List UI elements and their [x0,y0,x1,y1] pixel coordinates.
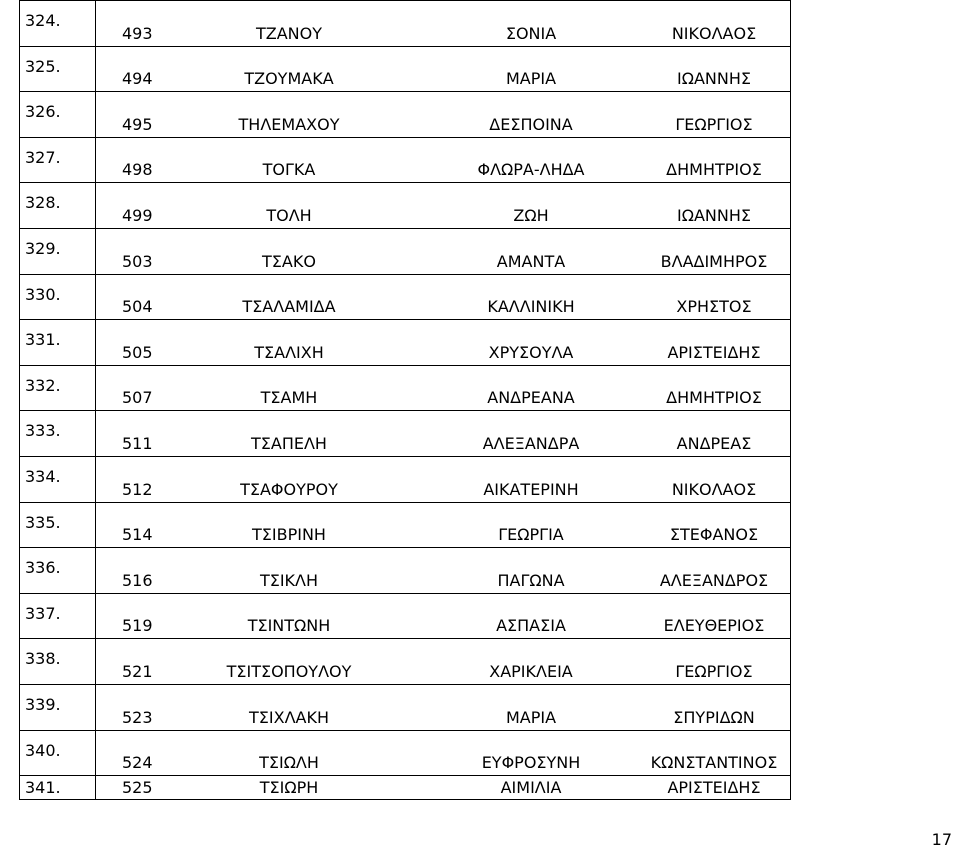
first-name: ΜΑΡΙΑ [505,707,557,727]
father-name: ΣΤΕΦΑΝΟΣ [669,525,759,545]
row-data-cell [96,639,791,685]
father-name: ΔΗΜΗΤΡΙΟΣ [666,388,762,408]
roster-table [19,0,791,800]
father-name: ΑΝΔΡΕΑΣ [676,433,752,453]
table-row [20,684,791,730]
last-name: ΤΣΑΚΟ [262,251,316,271]
first-name: ΧΡΥΣΟΥΛΑ [488,342,574,362]
last-name: ΤΖΑΝΟΥ [255,23,322,43]
table-row [20,137,791,183]
student-code: 523 [122,707,153,727]
row-data-cell [96,1,791,47]
father-name: ΚΩΝΣΤΑΝΤΙΝΟΣ [650,753,778,773]
row-index: 327. [20,137,96,183]
row-index: 335. [20,502,96,548]
first-name: ΠΑΓΩΝΑ [497,570,565,590]
row-index: 333. [20,411,96,457]
first-name: ΑΝΔΡΕΑΝΑ [487,388,575,408]
table-row [20,46,791,92]
last-name: ΤΣΙΝΤΩΝΗ [247,616,331,636]
student-code: 504 [122,297,153,317]
row-data-cell [96,548,791,594]
table-row [20,320,791,366]
father-name: ΝΙΚΟΛΑΟΣ [671,479,757,499]
row-index: 341. [20,776,96,800]
row-index: 340. [20,730,96,776]
row-index: 326. [20,92,96,138]
student-code: 511 [122,433,153,453]
father-name: ΔΗΜΗΤΡΙΟΣ [666,160,762,180]
father-name: ΧΡΗΣΤΟΣ [676,297,752,317]
student-code: 505 [122,342,153,362]
father-name: ΑΡΙΣΤΕΙΔΗΣ [667,777,761,797]
first-name: ΑΜΑΝΤΑ [496,251,566,271]
table-row [20,411,791,457]
first-name: ΑΙΜΙΛΙΑ [500,777,562,797]
father-name: ΕΛΕΥΘΕΡΙΟΣ [663,616,765,636]
table-row [20,593,791,639]
row-index: 334. [20,456,96,502]
row-data-cell [96,411,791,457]
last-name: ΤΟΛΗ [266,205,312,225]
table-row [20,502,791,548]
table-row [20,92,791,138]
father-name: ΒΛΑΔΙΜΗΡΟΣ [660,251,768,271]
row-index: 325. [20,46,96,92]
table-row [20,776,791,800]
row-index: 331. [20,320,96,366]
student-code: 514 [122,525,153,545]
row-data-cell [96,46,791,92]
row-index: 336. [20,548,96,594]
student-code: 512 [122,479,153,499]
table-row [20,639,791,685]
last-name: ΤΣΑΠΕΛΗ [251,433,327,453]
last-name: ΤΗΛΕΜΑΧΟΥ [238,114,340,134]
father-name: ΙΩΑΝΝΗΣ [677,205,751,225]
father-name: ΣΠΥΡΙΔΩΝ [673,707,755,727]
student-code: 525 [122,777,153,797]
first-name: ΑΙΚΑΤΕΡΙΝΗ [483,479,579,499]
father-name: ΑΡΙΣΤΕΙΔΗΣ [667,342,761,362]
table-row [20,1,791,47]
first-name: ΓΕΩΡΓΙΑ [498,525,564,545]
table-row [20,548,791,594]
last-name: ΤΣΑΛΑΜΙΔΑ [242,297,336,317]
last-name: ΤΣΑΦΟΥΡΟΥ [240,479,338,499]
last-name: ΤΣΙΤΣΟΠΟΥΛΟΥ [226,661,352,681]
first-name: ΜΑΡΙΑ [505,69,557,89]
row-data-cell [96,684,791,730]
last-name: ΤΣΑΜΗ [260,388,318,408]
student-code: 516 [122,570,153,590]
father-name: ΝΙΚΟΛΑΟΣ [671,23,757,43]
last-name: ΤΣΑΛΙΧΗ [254,342,324,362]
row-data-cell [96,593,791,639]
table-row [20,365,791,411]
student-code: 524 [122,753,153,773]
table-row [20,228,791,274]
first-name: ΣΟΝΙΑ [505,23,557,43]
row-data-cell [96,274,791,320]
row-data-cell [96,365,791,411]
row-index: 337. [20,593,96,639]
row-data-cell [96,92,791,138]
row-index: 338. [20,639,96,685]
row-data-cell [96,320,791,366]
last-name: ΤΣΙΩΛΗ [259,753,319,773]
first-name: ΦΛΩΡΑ-ΛΗΔΑ [477,160,585,180]
first-name: ΑΣΠΑΣΙΑ [496,616,566,636]
roster-table-body [20,1,791,800]
row-index: 332. [20,365,96,411]
first-name: ΖΩΗ [513,205,549,225]
last-name: ΤΣΙΧΛΑΚΗ [249,707,329,727]
row-index: 329. [20,228,96,274]
last-name: ΤΣΙΚΛΗ [259,570,319,590]
father-name: ΓΕΩΡΓΙΟΣ [675,114,753,134]
table-row [20,456,791,502]
last-name: ΤΟΓΚΑ [262,160,316,180]
table-row [20,274,791,320]
row-data-cell [96,730,791,776]
row-data-cell [96,502,791,548]
student-code: 494 [122,69,153,89]
row-index: 339. [20,684,96,730]
student-code: 498 [122,160,153,180]
student-code: 493 [122,23,153,43]
last-name: ΤΣΙΒΡΙΝΗ [252,525,326,545]
student-code: 499 [122,205,153,225]
row-data-cell [96,228,791,274]
last-name: ΤΣΙΩΡΗ [259,777,319,797]
row-data-cell [96,183,791,229]
student-code: 495 [122,114,153,134]
table-row [20,183,791,229]
father-name: ΑΛΕΞΑΝΔΡΟΣ [659,570,769,590]
last-name: ΤΖΟΥΜΑΚΑ [244,69,334,89]
student-code: 503 [122,251,153,271]
row-index: 324. [20,1,96,47]
row-data-cell [96,456,791,502]
page-number: 17 [931,830,952,849]
father-name: ΓΕΩΡΓΙΟΣ [675,661,753,681]
row-data-cell [96,776,791,800]
first-name: ΔΕΣΠΟΙΝΑ [489,114,573,134]
student-code: 519 [122,616,153,636]
row-data-cell [96,137,791,183]
first-name: ΧΑΡΙΚΛΕΙΑ [489,661,573,681]
first-name: ΚΑΛΛΙΝΙΚΗ [487,297,575,317]
row-index: 330. [20,274,96,320]
table-row [20,730,791,776]
first-name: ΕΥΦΡΟΣΥΝΗ [481,753,581,773]
father-name: ΙΩΑΝΝΗΣ [677,69,751,89]
student-code: 521 [122,661,153,681]
student-code: 507 [122,388,153,408]
first-name: ΑΛΕΞΑΝΔΡΑ [482,433,580,453]
row-index: 328. [20,183,96,229]
